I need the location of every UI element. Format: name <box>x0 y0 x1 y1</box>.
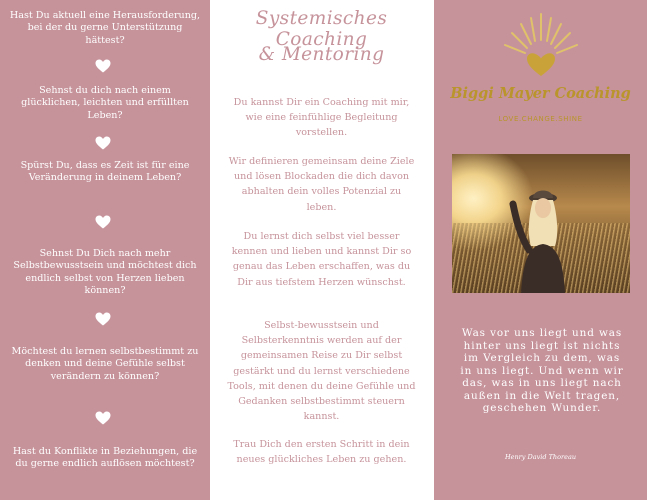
question-4: Sehnst Du Dich nach mehr Selbstbewusstsein und möchtest dich endlich selbst von Herzen lieben können? <box>13 248 197 297</box>
quote-text: Was vor uns liegt und was hinter uns liegt ist nichts im Vergleich zu dem, was in uns liegt. Und wenn wir das, was in uns liegt nach außen in die Welt tragen, geschehen Wunder. <box>460 327 624 414</box>
question-2: Sehnst du dich nach einem glücklichen, leichten und erfüllten Leben? <box>21 85 189 121</box>
question-5: Möchtest du lernen selbstbestimmt zu denken und deine Gefühle selbst verändern zu können? <box>11 346 199 382</box>
heart-icon <box>95 215 111 229</box>
paragraph-1: Du kannst Dir ein Coaching mit mir, wie eine feinfühlige Begleitung vorstellen. <box>233 97 410 139</box>
title-line-1: Systemisches Coaching <box>255 8 388 50</box>
heart-icon <box>95 411 111 425</box>
tagline: LOVE.CHANGE.SHINE <box>498 115 583 123</box>
paragraph-2: Wir definieren gemeinsam deine Ziele und lösen Blockaden die dich davon abhalten dein volles Potenzial zu leben. <box>228 156 415 213</box>
question-6: Hast du Konflikte in Beziehungen, die du gerne endlich auflösen möchtest? <box>12 446 198 470</box>
title-line-2: & Mentoring <box>258 44 385 65</box>
middle-panel <box>213 0 430 500</box>
right-panel <box>434 0 647 500</box>
paragraph-4: Selbst-bewusstsein und Selbsterkenntnis werden auf der gemeinsamen Reise zu Dir selbst gestärkt und du lernst verschiedene Tools, mit denen du deine Gefühle und Gedanken selbstbestimmt steuern kannst. <box>227 320 416 423</box>
sun-heart-icon <box>500 10 582 83</box>
question-3: Spürst Du, dass es Zeit ist für eine Veränderung in deinem Leben? <box>20 160 190 184</box>
paragraph-3: Du lernst dich selbst viel besser kennen und lieben und kannst Dir so genau das Leben erschaffen, was du Dir aus tiefstem Herzen wünschst. <box>231 231 412 288</box>
heart-icon <box>95 136 111 150</box>
paragraph-5: Trau Dich den ersten Schritt in dein neues glückliches Leben zu gehen. <box>233 439 410 466</box>
heart-icon <box>95 312 111 326</box>
quote-author: Henry David Thoreau <box>504 453 577 461</box>
question-1: Hast Du aktuell eine Herausforderung, bei der du gerne Unterstützung hättest? <box>9 10 201 46</box>
woman-in-wheat-field-photo <box>452 154 630 293</box>
left-panel <box>0 0 210 500</box>
woman-figure <box>507 174 577 293</box>
heart-icon <box>95 59 111 73</box>
brand-name: Biggi Mayer Coaching <box>450 85 631 102</box>
